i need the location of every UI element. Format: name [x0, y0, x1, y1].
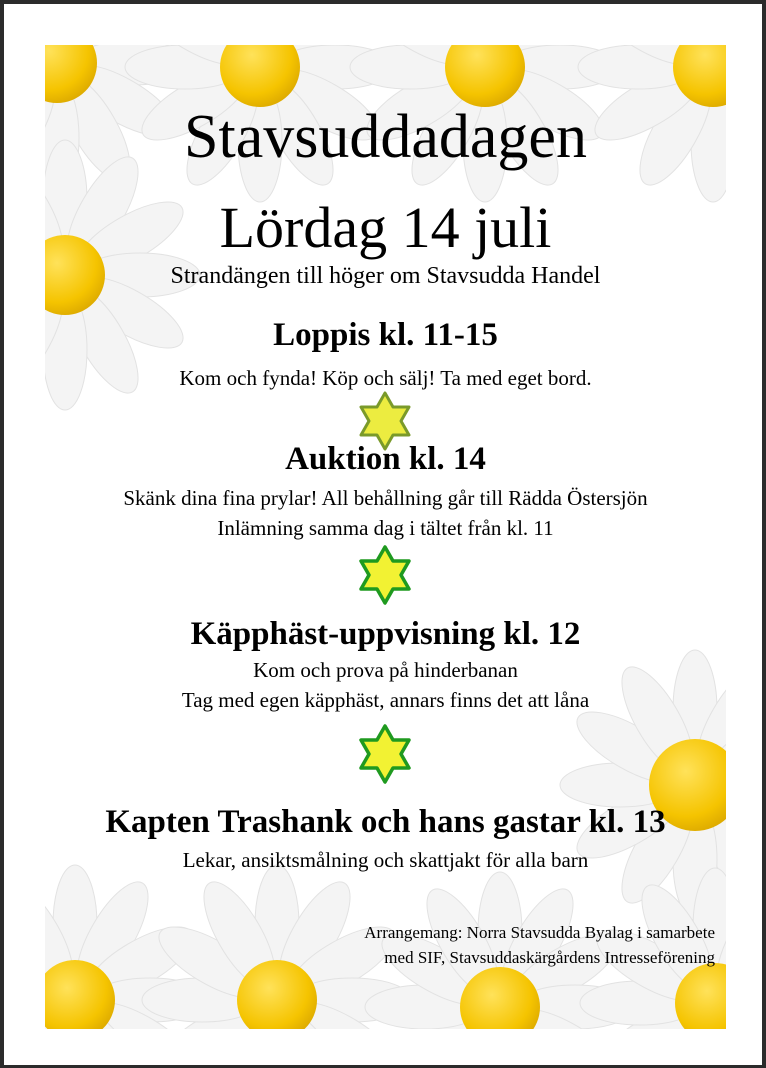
event-line-kapphast-1: Kom och prova på hinderbanan — [253, 658, 518, 682]
event-location: Strandängen till höger om Stavsudda Handel — [170, 263, 601, 289]
star-divider-icon — [350, 544, 420, 606]
event-line-loppis: Kom och fynda! Köp och sälj! Ta med eget bord. — [179, 366, 592, 390]
event-line-kapphast-2: Tag med egen käpphäst, annars finns det att låna — [181, 688, 590, 712]
event-heading-kapphast: Käpphäst-uppvisning kl. 12 — [190, 616, 581, 652]
event-line-kapten: Lekar, ansiktsmålning och skattjakt för alla barn — [182, 848, 589, 872]
event-heading-kapten: Kapten Trashank och hans gastar kl. 13 — [105, 804, 666, 840]
poster — [45, 45, 726, 1029]
event-line-auktion-2: Inlämning samma dag i tältet från kl. 11 — [217, 516, 554, 540]
event-date: Lördag 14 juli — [219, 195, 552, 260]
event-line-auktion-1: Skänk dina fina prylar! All behållning går till Rädda Östersjön — [123, 486, 648, 510]
poster-content — [45, 45, 726, 1029]
organizer-line-1: Arrangemang: Norra Stavsudda Byalag i samarbete — [364, 923, 715, 942]
event-heading-auktion: Auktion kl. 14 — [285, 441, 486, 477]
poster-title: Stavsuddadagen — [184, 103, 587, 171]
event-heading-loppis: Loppis kl. 11-15 — [273, 317, 498, 353]
organizer-line-2: med SIF, Stavsuddaskärgårdens Intresseförening — [384, 948, 715, 967]
star-divider-icon — [350, 723, 420, 785]
